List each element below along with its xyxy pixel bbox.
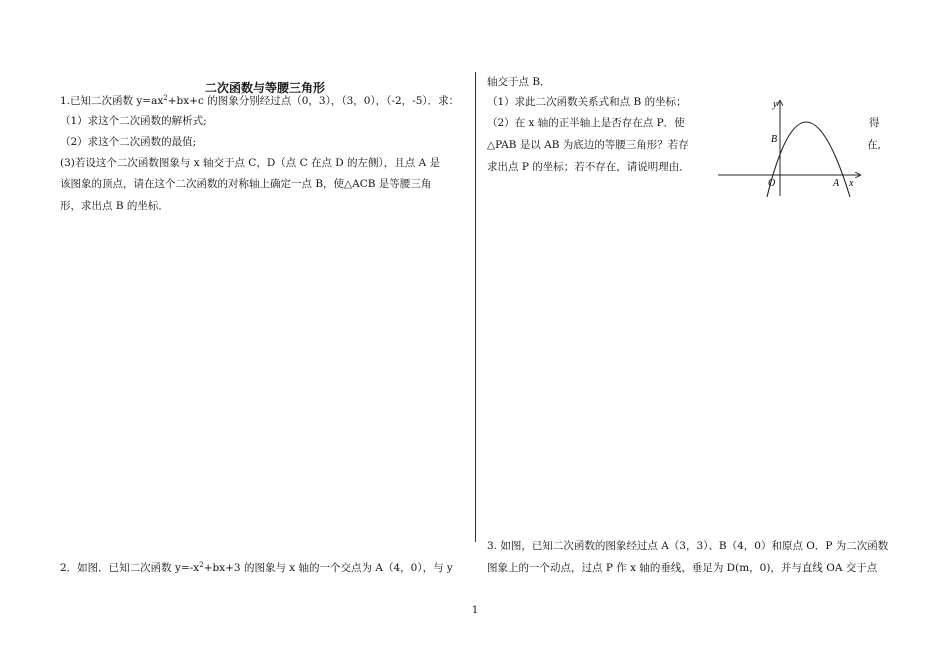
problem1-line6: 形，求出点 B 的坐标． [60,200,169,212]
problem2-line4-tail: 得 [869,117,880,129]
problem3-line2: 图象上的一个动点，过点 P 作 x 轴的垂线，垂足为 D(m，0)，并与直线 OA 交于点 [487,562,878,574]
column-divider [475,72,476,542]
problem2-line4: （2）在 x 轴的正半轴上是否存在点 P．使 [487,117,685,129]
x-axis-label: x [849,178,854,189]
problem1-line1: 1.已知二次函数 $y=ax^2+bx+c$ 的图象分别经过点（0，3），（3，0），（-2，-5）．求： [60,94,460,107]
point-a-label: A [833,178,840,189]
parabola-figure [718,97,866,197]
problem2-line5-tail: 在, [867,139,881,151]
problem1-line2: （1）求这个二次函数的解析式; [60,115,207,127]
problem1-line3: （2）求这个二次函数的最值; [60,136,197,148]
problem2-line6: 求出点 P 的坐标；若不存在，请说明理由． [487,161,690,173]
problem2-line3: （1）求此二次函数关系式和点 B 的坐标； [487,96,687,108]
problem1-line4: (3)若设这个二次函数图象与 x 轴交于点 C，D（点 C 在点 D 的左侧），且点 A 是 [60,157,441,169]
page-title: 二次函数与等腰三角形 [204,81,325,95]
problem3-line1: 3. 如图，已知二次函数的图象经过点 A（3，3）、B（4，0）和原点 O．P 为二次函数 [487,540,889,552]
problem2-line2: 轴交于点 B． [487,76,551,88]
point-b-label: B [771,134,778,145]
y-axis-label: y [773,99,778,110]
origin-label: O [768,178,776,189]
problem1-line5: 该图象的顶点，请在这个二次函数的对称轴上确定一点 B，使△ACB 是等腰三角 [60,178,432,190]
page-number: 1 [471,605,479,616]
problem2-line1: 2．如图．已知二次函数 $y=-x^2+bx+3$ 的图象与 x 轴的一个交点为 A（4，0），与 y [60,561,453,574]
problem2-line5: △PAB 是以 AB 为底边的等腰三角形？若存 [487,139,689,151]
